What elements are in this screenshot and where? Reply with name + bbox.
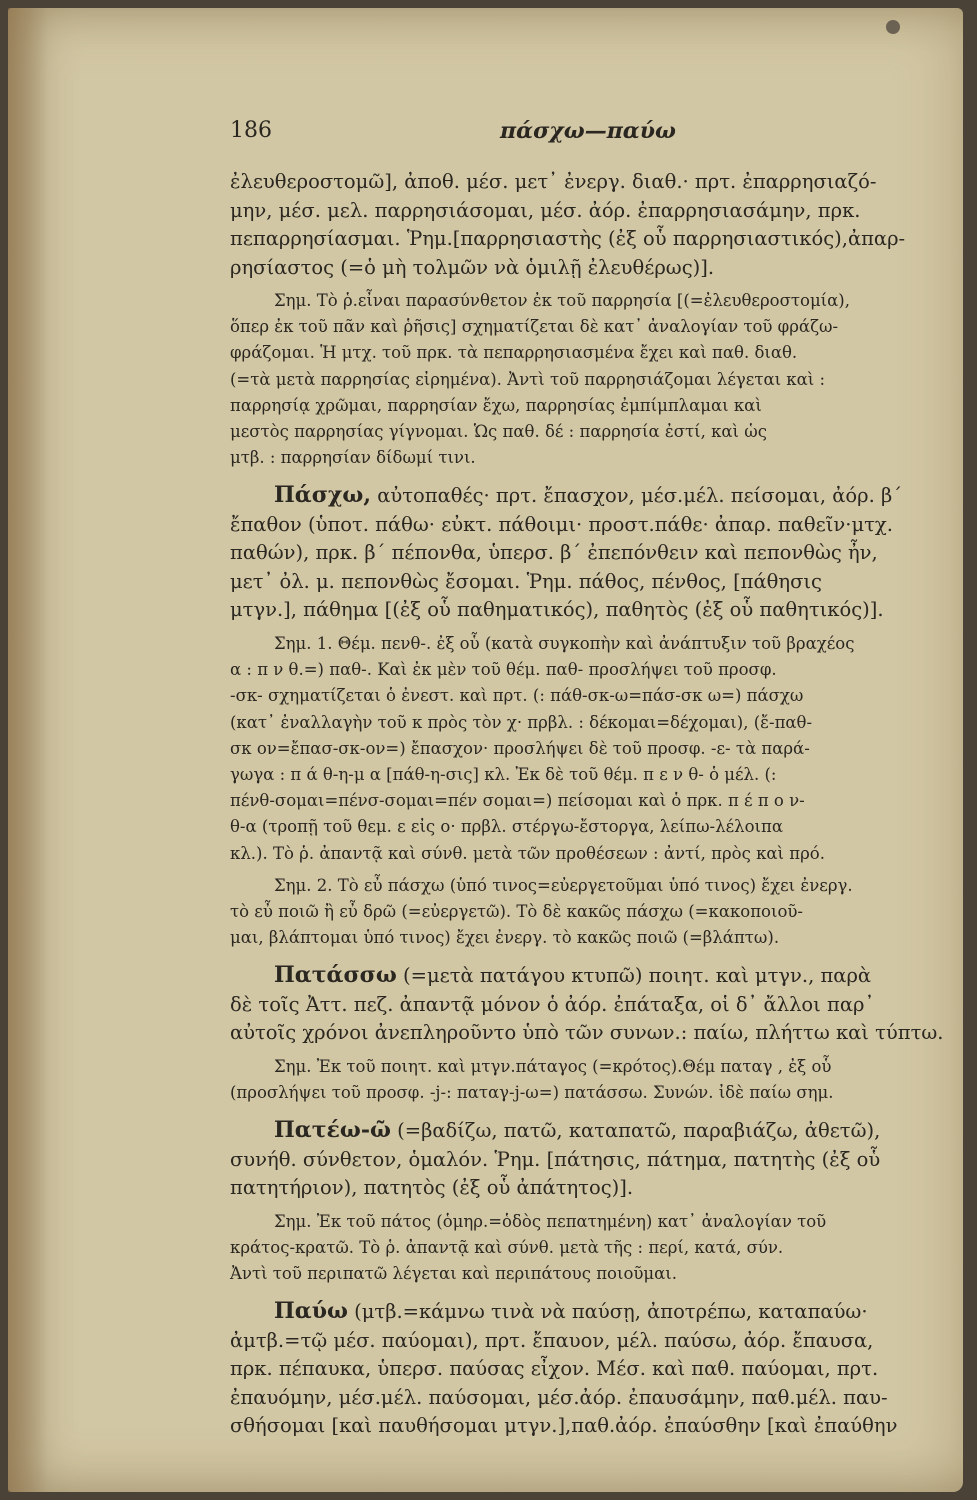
text-line: [230, 961, 946, 991]
line-text: ὅπερ ἐκ τοῦ πᾶν καὶ ῥῆσις] σχηματίζεται δὲ κατ᾽ ἀναλογίαν τοῦ φράζω-: [230, 317, 839, 337]
line-text: αὐτοπαθές· πρτ. ἔπασχον, μέσ.μέλ. πείσομαι, ἀόρ. β´: [371, 484, 903, 508]
line-text: μετ᾽ ὀλ. μ. πεπονθὼς ἔσομαι. Ῥημ. πάθος, πένθος, [πάθησις: [230, 569, 822, 593]
text-line: [230, 710, 946, 736]
text-line: [230, 841, 946, 867]
line-text: δὲ τοῖς Ἀττ. πεζ. ἀπαντᾷ μόνον ὁ ἀόρ. ἐπάταξα, οἱ δ᾽ ἄλλοι παρ᾽: [230, 992, 875, 1016]
line-text: πατητήριον), πατητὸς (ἐξ οὗ ἀπάτητος)].: [230, 1176, 634, 1200]
dictionary-entry: [230, 1116, 946, 1203]
note-paragraph: [230, 873, 946, 952]
text-line: [230, 762, 946, 788]
text-line: [230, 1209, 946, 1235]
text-line: [230, 445, 946, 471]
line-text: Σημ. Ἐκ τοῦ πάτος (ὁμηρ.=ὁδὸς πεπατημένη) κατ᾽ ἀναλογίαν τοῦ: [274, 1211, 827, 1231]
text-line: [230, 788, 946, 814]
text-line: [230, 419, 946, 445]
text-line: [230, 481, 946, 511]
line-text: μτβ. : παρρησίαν δίδωμί τινι.: [230, 448, 476, 468]
line-text: σκ ον=ἔπασ-σκ-ον=) ἔπασχον· προσλήψει δὲ τοῦ προσφ. -ε- τὰ παρά-: [230, 738, 810, 758]
line-text: (=βαδίζω, πατῶ, καταπατῶ, παραβιάζω, ἀθετῶ),: [390, 1119, 881, 1143]
line-text: πένθ-σομαι=πένσ-σομαι=πέν σομαι=) πείσομαι καὶ ὁ πρκ. π έ π ο ν-: [230, 791, 805, 811]
text-line: [230, 657, 946, 683]
line-text: -σκ- σχηματίζεται ὁ ἐνεστ. καὶ πρτ. (: πάθ-σκ-ω=πάσ-σκ ω=) πάσχω: [230, 686, 804, 706]
text-line: [230, 873, 946, 899]
page-number: 186: [230, 118, 272, 143]
text-line: [230, 168, 946, 197]
text-line: [230, 254, 946, 283]
text-line: [230, 288, 946, 314]
line-text: Σημ. Τὸ ῥ.εἶναι παρασύνθετον ἐκ τοῦ παρρησία [(=ἐλευθεροστομία),: [274, 291, 850, 310]
text-line: [230, 1412, 946, 1441]
line-text: πεπαρρησίασμαι. Ῥημ.[παρρησιαστὴς (ἐξ οὗ παρρησιαστικός),ἀπαρ-: [230, 227, 906, 250]
line-text: σθήσομαι [καὶ παυθήσομαι μτγν.],παθ.ἀόρ. ἐπαύσθην [καὶ ἐπαύθην: [230, 1414, 898, 1438]
line-text: τὸ εὖ ποιῶ ἢ εὖ δρῶ (=εὐεργετῶ). Τὸ δὲ κακῶς πάσχω (=κακοποιοῦ-: [230, 901, 803, 921]
dictionary-entry: [230, 481, 946, 625]
line-text: ἔπαθον (ὑποτ. πάθω· εὐκτ. πάθοιμι· προστ.πάθε· ἀπαρ. παθεῖν·μτχ.: [230, 512, 893, 536]
text-line: [230, 340, 946, 366]
text-line: [230, 367, 946, 393]
text-line: [230, 991, 946, 1020]
text-line: [230, 1261, 946, 1287]
text-line: [230, 1054, 946, 1080]
text-line: [230, 1384, 946, 1413]
line-text: α : π ν θ.=) παθ-. Καὶ ἐκ μὲν τοῦ θέμ. παθ- προσλήψει τοῦ προσφ.: [230, 660, 777, 680]
line-text: γωγα : π ά θ-η-μ α [πάθ-η-σις] κλ. Ἐκ δὲ τοῦ θέμ. π ε ν θ- ὁ μέλ. (:: [230, 764, 777, 784]
note-paragraph: [230, 631, 946, 867]
entry-headword: Πατέω-ῶ: [274, 1117, 391, 1144]
running-head: πάσχω—παύω: [500, 118, 676, 144]
text-line: [230, 899, 946, 925]
note-paragraph: [230, 1209, 946, 1288]
text-line: [230, 1327, 946, 1356]
text-line: [230, 1174, 946, 1203]
line-text: μτγν.], πάθημα [(ἐξ οὗ παθηματικός), παθητὸς (ἐξ οὗ παθητικός)].: [230, 598, 884, 622]
line-text: μαι, βλάπτομαι ὑπό τινος) ἔχει ἐνεργ. τὸ κακῶς ποιῶ (=βλάπτω).: [230, 928, 780, 948]
line-text: κλ.). Τὸ ῥ. ἀπαντᾷ καὶ σύνθ. μετὰ τῶν προθέσεων : ἀντί, πρὸς καὶ πρό.: [230, 843, 825, 863]
book-page: [8, 8, 963, 1492]
text-line: [230, 596, 946, 625]
dictionary-body: [230, 168, 946, 1441]
continuation-paragraph: [230, 168, 946, 282]
line-text: αὐτοῖς χρόνοι ἀνεπληροῦντο ὑπὸ τῶν συνων.: παίω, πλήττω καὶ τύπτω.: [230, 1021, 944, 1045]
line-text: πρκ. πέπαυκα, ὑπερσ. παύσας εἶχον. Μέσ. καὶ παθ. παύομαι, πρτ.: [230, 1357, 879, 1381]
line-text: φράζομαι. Ἡ μτχ. τοῦ πρκ. τὰ πεπαρρησιασμένα ἔχει καὶ παθ. διαθ.: [230, 343, 798, 363]
line-text: (μτβ.=κάμνω τινὰ νὰ παύσῃ, ἀποτρέπω, καταπαύω·: [347, 1300, 868, 1324]
dictionary-entry: [230, 1297, 946, 1441]
line-text: (προσλήψει τοῦ προσφ. -j-: παταγ-j-ω=) πατάσσω. Συνών. ἰδὲ παίω σημ.: [230, 1083, 834, 1103]
text-line: [230, 814, 946, 840]
text-line: [230, 736, 946, 762]
line-text: κράτος-κρατῶ. Τὸ ῥ. ἀπαντᾷ καὶ σύνθ. μετὰ τῆς : περί, κατά, σύν.: [230, 1237, 784, 1257]
text-line: [230, 1297, 946, 1327]
page-hole: [886, 20, 900, 34]
text-line: [230, 539, 946, 568]
line-text: μεστὸς παρρησίας γίγνομαι. Ὡς παθ. δέ : παρρησία ἐστί, καὶ ὡς: [230, 422, 767, 442]
note-paragraph: [230, 288, 946, 471]
line-text: Σημ. Ἐκ τοῦ ποιητ. καὶ μτγν.πάταγος (=κρότος).Θέμ παταγ , ἐξ οὗ: [274, 1056, 832, 1076]
text-line: [230, 393, 946, 419]
line-text: ρησίαστος (=ὁ μὴ τολμῶν νὰ ὁμιλῇ ἐλευθέρως)].: [230, 255, 715, 279]
line-text: (=τὰ μετὰ παρρησίας εἰρημένα). Ἀντὶ τοῦ παρρησιάζομαι λέγεται καὶ :: [230, 369, 826, 389]
line-text: ἐπαυόμην, μέσ.μέλ. παύσομαι, μέσ.ἀόρ. ἐπαυσάμην, παθ.μέλ. παυ-: [230, 1385, 888, 1409]
note-paragraph: [230, 1054, 946, 1106]
text-line: [230, 197, 946, 226]
line-text: θ-α (τροπῇ τοῦ θεμ. ε εἰς ο· πρβλ. στέργω-ἔστοργα, λείπω-λέλοιπα: [230, 817, 783, 837]
page-header: [230, 118, 946, 158]
line-text: Ἀντὶ τοῦ περιπατῶ λέγεται καὶ περιπάτους ποιοῦμαι.: [230, 1264, 677, 1284]
entry-headword: Πάσχω,: [274, 482, 372, 509]
text-line: [230, 683, 946, 709]
text-block: [230, 118, 946, 1447]
text-line: [230, 511, 946, 540]
text-line: [230, 631, 946, 657]
text-line: [230, 1080, 946, 1106]
line-text: Σημ. 2. Τὸ εὖ πάσχω (ὑπό τινος=εὐεργετοῦμαι ὑπό τινος) ἔχει ἐνεργ.: [274, 875, 853, 895]
text-line: [230, 1019, 946, 1048]
entry-headword: Παύω: [274, 1298, 348, 1325]
line-text: παθών), πρκ. β´ πέπονθα, ὑπερσ. β´ ἐπεπόνθειν καὶ πεπονθὼς ἦν,: [230, 541, 878, 565]
text-line: [230, 1235, 946, 1261]
line-text: (=μετὰ πατάγου κτυπῶ) ποιητ. καὶ μτγν., παρὰ: [396, 964, 872, 988]
text-line: [230, 314, 946, 340]
dictionary-entry: [230, 961, 946, 1048]
line-text: συνήθ. σύνθετον, ὁμαλόν. Ῥημ. [πάτησις, πάτημα, πατητὴς (ἐξ οὗ: [230, 1147, 881, 1171]
text-line: [230, 568, 946, 597]
line-text: (κατ᾽ ἐναλλαγὴν τοῦ κ πρὸς τὸν χ· πρβλ. : δέκομαι=δέχομαι), (ἔ-παθ-: [230, 712, 813, 732]
line-text: μην, μέσ. μελ. παρρησιάσομαι, μέσ. ἀόρ. ἐπαρρησιασάμην, πρκ.: [230, 198, 861, 222]
line-text: ἐλευθεροστομῶ], ἀποθ. μέσ. μετ᾽ ἐνεργ. διαθ.· πρτ. ἐπαρρησιαζό-: [230, 170, 877, 193]
line-text: Σημ. 1. Θέμ. πενθ-. ἐξ οὗ (κατὰ συγκοπὴν καὶ ἀνάπτυξιν τοῦ βραχέος: [274, 633, 855, 653]
line-text: ἀμτβ.=τῷ μέσ. παύομαι), πρτ. ἔπαυον, μέλ. παύσω, ἀόρ. ἔπαυσα,: [230, 1328, 874, 1352]
page-spine-shadow: [8, 8, 48, 1492]
text-line: [230, 1116, 946, 1146]
line-text: παρρησίᾳ χρῶμαι, παρρησίαν ἔχω, παρρησίας ἐμπίμπλαμαι καὶ: [230, 395, 762, 415]
text-line: [230, 1146, 946, 1175]
entry-headword: Πατάσσω: [274, 962, 397, 989]
text-line: [230, 1355, 946, 1384]
text-line: [230, 925, 946, 951]
text-line: [230, 225, 946, 254]
